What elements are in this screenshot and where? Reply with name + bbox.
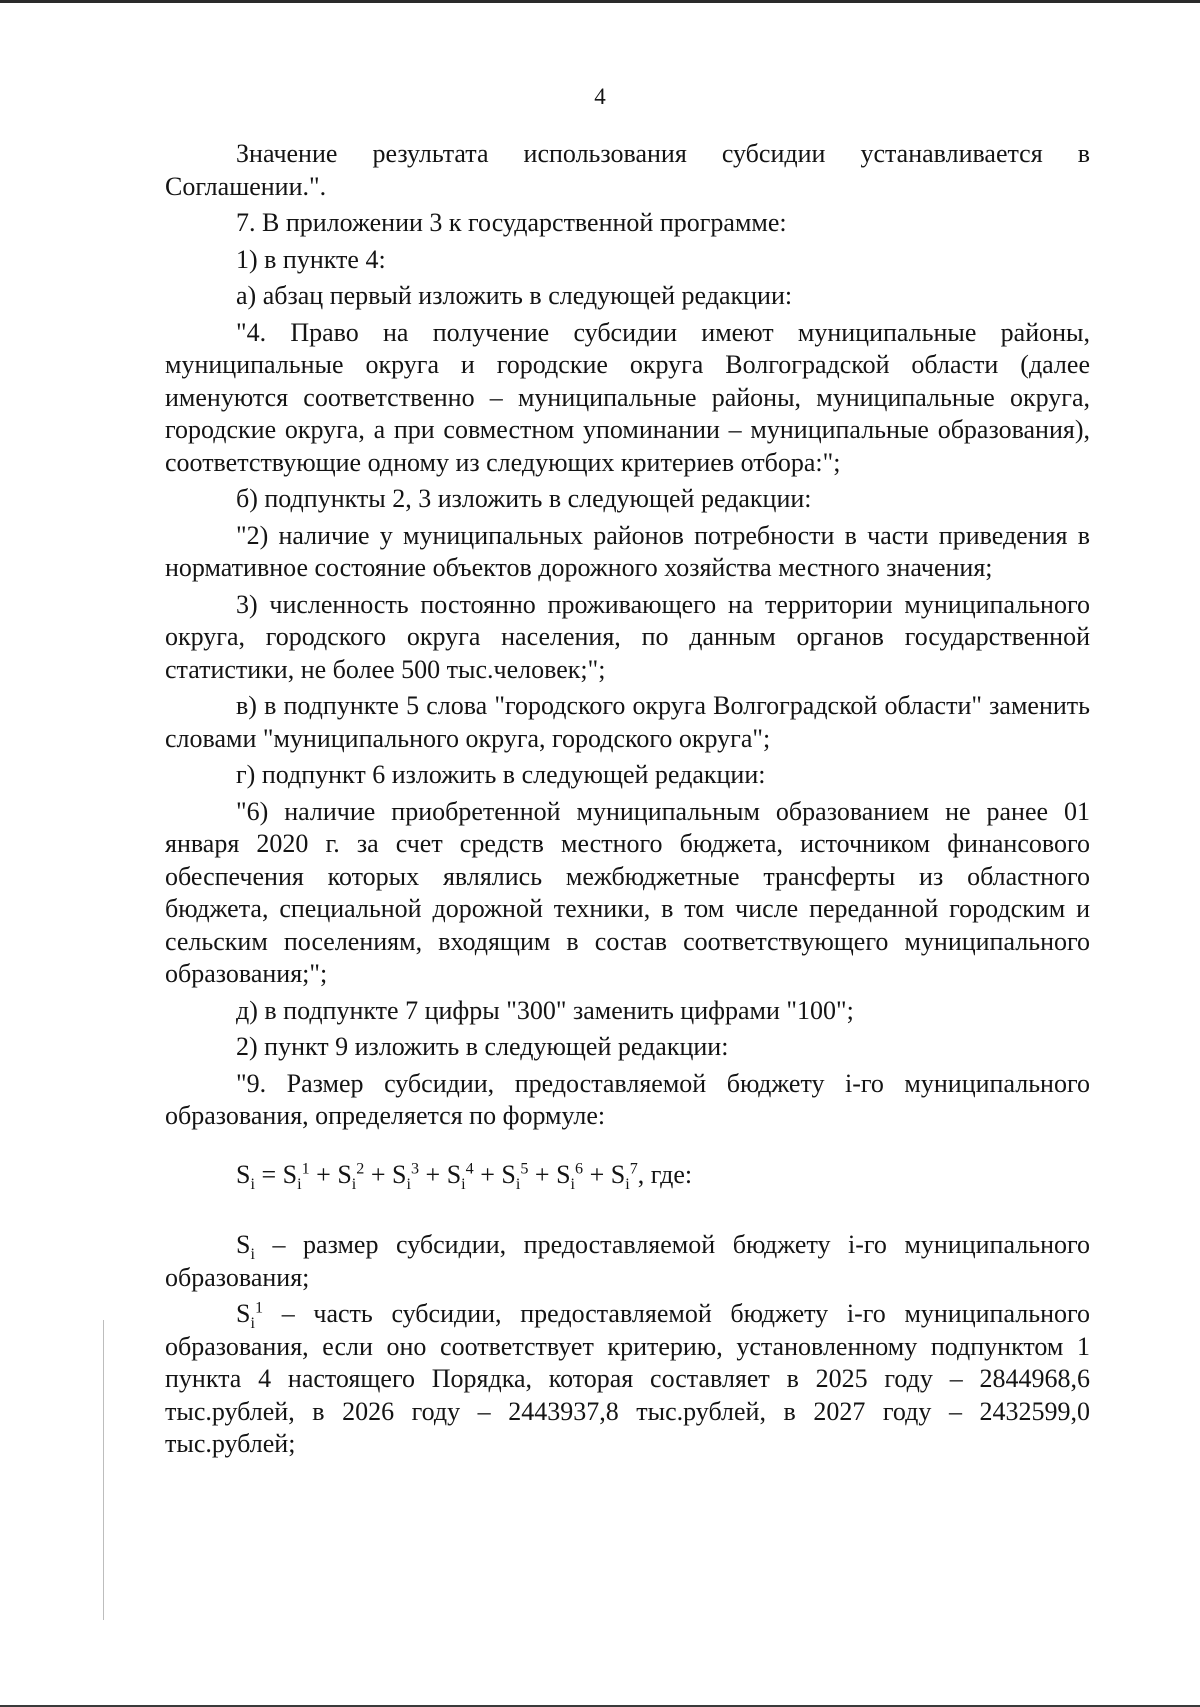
paragraph: г) подпункт 6 изложить в следующей редакции:: [236, 760, 766, 789]
paragraph: "9. Размер субсидии, предоставляемой бюджету i-го муниципального образования, определяется по формуле:: [165, 1068, 1090, 1130]
paragraph: "4. Право на получение субсидии имеют муниципальные районы, муниципальные округа и городские округа Волгоградской области (далее именуются соответственно – муниципальные районы, муниципальные округа, городские округа, а при совместном упоминании – муниципальные образования), соответствующие одному из следующих критериев отбора:";: [165, 317, 1090, 477]
document-body: [165, 138, 1090, 1461]
paragraph: Значение результата использования субсидии устанавливается в Соглашении.".: [165, 139, 1090, 201]
definition-paragraph: $S_i$ – размер субсидии, предоставляемой бюджету i-го муниципального образования;: [165, 1230, 1090, 1292]
formula-term: S: [282, 1159, 298, 1189]
formula-term: S: [556, 1159, 571, 1189]
formula-term: S: [501, 1159, 516, 1189]
paragraph: б) подпункты 2, 3 изложить в следующей редакции:: [236, 484, 812, 513]
paragraph: 2) пункт 9 изложить в следующей редакции:: [236, 1032, 729, 1061]
paragraph: 1) в пункте 4:: [236, 244, 386, 274]
paragraph: 7. В приложении 3 к государственной программе:: [236, 208, 787, 237]
formula-term: S: [446, 1159, 462, 1189]
paragraph: а) абзац первый изложить в следующей редакции:: [236, 281, 793, 310]
subsidy-formula: $S_i = S_i^1 + S_i^2 + S_i^3 + S_i^4 + S_i^5 + S_i^6 + S_i^7$, где:: [236, 1159, 693, 1193]
paragraph: "2) наличие у муниципальных районов потребности в части приведения в нормативное состояние объектов дорожного хозяйства местного значения;: [165, 520, 1090, 582]
paragraph: д) в подпункте 7 цифры "300" заменить цифрами "100";: [236, 995, 854, 1025]
scan-top-edge: [0, 0, 1200, 3]
formula-term: S: [337, 1159, 352, 1189]
scan-left-edge: [103, 1320, 104, 1620]
paragraph: "6) наличие приобретенной муниципальным образованием не ранее 01 января 2020 г. за счет средств местного бюджета, источником финансового обеспечения которых являлись межбюджетные трансферты из областного бюджета, специальной дорожной техники, в том числе переданной городским и сельским поселениям, входящим в состав соответствующего муниципального образования;";: [165, 796, 1090, 988]
formula-term: S: [392, 1159, 407, 1189]
paragraph: в) в подпункте 5 слова "городского округа Волгоградской области" заменить словами "муниципального округа, городского округа";: [165, 691, 1090, 753]
formula-term: S: [236, 1159, 251, 1189]
page-number: 4: [594, 84, 606, 109]
paragraph: 3) численность постоянно проживающего на территории муниципального округа, городского округа населения, по данным органов государственной статистики, не более 500 тыс.человек;";: [165, 589, 1090, 684]
definition-paragraph: $S_i^1$ – часть субсидии, предоставляемой бюджету i-го муниципального образования, если оно соответствует критерию, установленному подпунктом 1 пункта 4 настоящего Порядка, которая составляет в 2025 году – 2844968,6 тыс.рублей, в 2026 году – 2443937,8 тыс.рублей, в 2027 году – 2432599,0 тыс.рублей;: [165, 1299, 1090, 1458]
formula-term: S: [610, 1159, 626, 1189]
